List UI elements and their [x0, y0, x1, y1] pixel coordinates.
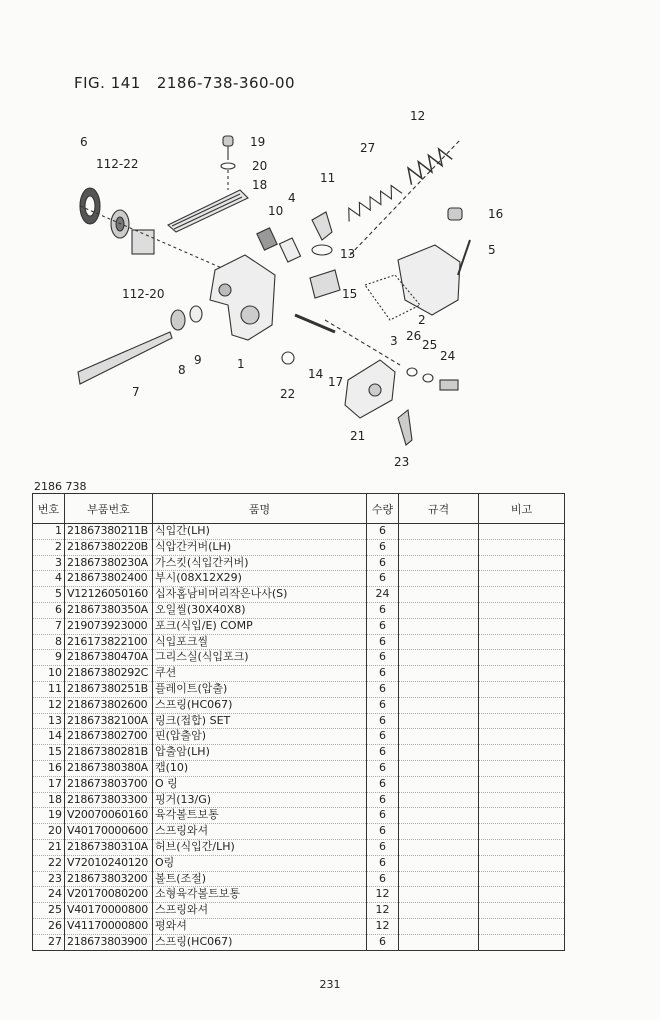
cell-part-no: V12126050160 — [65, 587, 153, 603]
cell-no: 11 — [33, 681, 65, 697]
cell-spec — [399, 792, 479, 808]
cap-part — [448, 208, 462, 220]
cell-qty: 6 — [367, 666, 399, 682]
link-part — [312, 245, 332, 255]
cell-no: 23 — [33, 871, 65, 887]
cell-name: 스프링(HC067) — [153, 697, 367, 713]
cell-spec — [399, 776, 479, 792]
cell-name: 소형육각볼트보통 — [153, 887, 367, 903]
table-row — [33, 729, 565, 745]
spring-washer-part — [423, 374, 433, 382]
cell-spec — [399, 618, 479, 634]
grease-seal-part — [190, 306, 202, 322]
bush-part — [279, 238, 300, 262]
cell-name: 스프링와셔 — [153, 824, 367, 840]
cell-part-no: V20170080200 — [65, 887, 153, 903]
screw-part — [458, 240, 470, 275]
cell-qty: 6 — [367, 681, 399, 697]
header-qty: 수량 — [367, 494, 399, 524]
cell-qty: 6 — [367, 855, 399, 871]
cell-qty: 6 — [367, 650, 399, 666]
cell-qty: 6 — [367, 760, 399, 776]
washer-part-2 — [407, 368, 417, 376]
cell-name: 캡(10) — [153, 760, 367, 776]
cell-name: 쿠션 — [153, 666, 367, 682]
cell-part-no: 216173822100 — [65, 634, 153, 650]
callout: 24 — [440, 349, 456, 363]
fork-part — [78, 332, 172, 384]
cell-no: 22 — [33, 855, 65, 871]
callout: 7 — [132, 385, 140, 399]
plate-part — [312, 212, 332, 240]
callout: 12 — [410, 109, 426, 123]
cell-name: 가스킷(식입간커버) — [153, 555, 367, 571]
cell-part-no: V41170000800 — [65, 918, 153, 934]
callout: 6 — [80, 135, 88, 149]
cell-part-no: 218673803900 — [65, 934, 153, 950]
pin-part — [295, 315, 335, 332]
cell-qty: 12 — [367, 887, 399, 903]
cell-remark — [479, 760, 565, 776]
callout: 17 — [328, 375, 344, 389]
cell-no: 7 — [33, 618, 65, 634]
cell-spec — [399, 650, 479, 666]
cell-part-no: 21867380470A — [65, 650, 153, 666]
parts-table-body — [33, 524, 565, 951]
cell-qty: 6 — [367, 839, 399, 855]
cell-spec — [399, 555, 479, 571]
cell-remark — [479, 539, 565, 555]
o-ring-part — [282, 352, 294, 364]
cell-part-no: 218673802400 — [65, 571, 153, 587]
cell-spec — [399, 903, 479, 919]
parts-table — [32, 493, 565, 951]
cell-part-no: V40170000600 — [65, 824, 153, 840]
cell-spec — [399, 745, 479, 761]
header-remark: 비고 — [479, 494, 565, 524]
cell-name: 스프링(HC067) — [153, 934, 367, 950]
cell-spec — [399, 681, 479, 697]
cell-name: 핑거(13/G) — [153, 792, 367, 808]
cell-part-no: V20070060160 — [65, 808, 153, 824]
cell-name: 십자홈남비머리작은나사(S) — [153, 587, 367, 603]
cell-name: 식입간(LH) — [153, 524, 367, 540]
cell-no: 2 — [33, 539, 65, 555]
cell-spec — [399, 729, 479, 745]
cell-part-no: 218673803300 — [65, 792, 153, 808]
series-label: 2186 738 — [34, 480, 87, 493]
callout: 27 — [360, 141, 376, 155]
cell-no: 16 — [33, 760, 65, 776]
cell-no: 26 — [33, 918, 65, 934]
cell-name: 압출암(LH) — [153, 745, 367, 761]
header-no: 번호 — [33, 494, 65, 524]
callout: 112-20 — [122, 287, 165, 301]
cell-qty: 6 — [367, 934, 399, 950]
table-row — [33, 824, 565, 840]
cell-part-no: 21867380310A — [65, 839, 153, 855]
cell-part-no: 21867382100A — [65, 713, 153, 729]
cell-remark — [479, 792, 565, 808]
cell-spec — [399, 634, 479, 650]
table-row — [33, 571, 565, 587]
table-row — [33, 792, 565, 808]
cell-no: 19 — [33, 808, 65, 824]
cell-no: 18 — [33, 792, 65, 808]
cell-no: 12 — [33, 697, 65, 713]
cell-qty: 6 — [367, 745, 399, 761]
cell-name: 링크(접합) SET — [153, 713, 367, 729]
cover-part — [398, 245, 460, 315]
cell-name: 스프링와셔 — [153, 903, 367, 919]
callout: 23 — [394, 455, 410, 469]
cell-spec — [399, 808, 479, 824]
table-header-row — [33, 494, 565, 524]
cell-spec — [399, 839, 479, 855]
cell-qty: 12 — [367, 903, 399, 919]
cell-remark — [479, 555, 565, 571]
cell-remark — [479, 587, 565, 603]
cell-name: 육각볼트보통 — [153, 808, 367, 824]
cell-no: 4 — [33, 571, 65, 587]
housing-part — [210, 255, 275, 340]
cell-remark — [479, 666, 565, 682]
cell-name: 핀(압출암) — [153, 729, 367, 745]
callout: 21 — [350, 429, 366, 443]
cell-no: 6 — [33, 602, 65, 618]
cell-no: 21 — [33, 839, 65, 855]
table-row — [33, 871, 565, 887]
cell-qty: 6 — [367, 713, 399, 729]
callout: 25 — [422, 338, 438, 352]
cell-part-no: 21867380380A — [65, 760, 153, 776]
cell-spec — [399, 887, 479, 903]
cell-remark — [479, 602, 565, 618]
cell-remark — [479, 681, 565, 697]
cell-part-no: V40170000800 — [65, 903, 153, 919]
cell-spec — [399, 871, 479, 887]
cell-part-no: 21867380281B — [65, 745, 153, 761]
table-row — [33, 760, 565, 776]
callout: 13 — [340, 247, 356, 261]
cell-qty: 6 — [367, 539, 399, 555]
table-row — [33, 808, 565, 824]
cell-no: 3 — [33, 555, 65, 571]
cell-part-no: 21867380220B — [65, 539, 153, 555]
table-row — [33, 713, 565, 729]
cell-part-no: 218673802600 — [65, 697, 153, 713]
cell-part-no: 21867380350A — [65, 602, 153, 618]
callout: 15 — [342, 287, 358, 301]
spring-part-large — [403, 146, 452, 185]
callout: 20 — [252, 159, 268, 173]
table-row — [33, 855, 565, 871]
exploded-parts-diagram — [60, 100, 540, 480]
cell-part-no: V72010240120 — [65, 855, 153, 871]
callout: 3 — [390, 334, 398, 348]
cell-qty: 6 — [367, 729, 399, 745]
callout: 4 — [288, 191, 296, 205]
cell-name: 볼트(조절) — [153, 871, 367, 887]
table-row — [33, 934, 565, 950]
spring-part — [343, 183, 402, 222]
table-row — [33, 650, 565, 666]
cell-spec — [399, 855, 479, 871]
cell-no: 15 — [33, 745, 65, 761]
cell-name: 식입포크씰 — [153, 634, 367, 650]
cell-no: 5 — [33, 587, 65, 603]
cell-no: 10 — [33, 666, 65, 682]
cell-remark — [479, 571, 565, 587]
page-number: 231 — [319, 978, 341, 991]
cell-qty: 6 — [367, 634, 399, 650]
table-row — [33, 602, 565, 618]
cell-spec — [399, 602, 479, 618]
bolt-part — [223, 136, 233, 146]
cell-spec — [399, 713, 479, 729]
table-row — [33, 745, 565, 761]
cell-no: 9 — [33, 650, 65, 666]
cell-spec — [399, 571, 479, 587]
cell-qty: 6 — [367, 602, 399, 618]
arm-part — [310, 270, 340, 298]
cell-no: 17 — [33, 776, 65, 792]
cell-name: 포크(식입/E) COMP — [153, 618, 367, 634]
callout: 5 — [488, 243, 496, 257]
cell-remark — [479, 713, 565, 729]
cell-name: 식압간커버(LH) — [153, 539, 367, 555]
table-row — [33, 697, 565, 713]
cell-qty: 6 — [367, 571, 399, 587]
header-spec: 규격 — [399, 494, 479, 524]
cell-no: 14 — [33, 729, 65, 745]
cell-no: 25 — [33, 903, 65, 919]
cell-qty: 6 — [367, 871, 399, 887]
cell-name: 평와셔 — [153, 918, 367, 934]
callout: 1 — [237, 357, 245, 371]
callout: 19 — [250, 135, 266, 149]
callout: 14 — [308, 367, 324, 381]
cell-qty: 6 — [367, 808, 399, 824]
cell-no: 13 — [33, 713, 65, 729]
cell-remark — [479, 824, 565, 840]
cell-qty: 6 — [367, 792, 399, 808]
cell-no: 24 — [33, 887, 65, 903]
cell-part-no: 21867380292C — [65, 666, 153, 682]
table-row — [33, 839, 565, 855]
figure-title — [74, 74, 295, 92]
fork-seal-part — [171, 310, 185, 330]
cell-name: 허브(식입간/LH) — [153, 839, 367, 855]
cell-part-no: 21867380230A — [65, 555, 153, 571]
cell-qty: 6 — [367, 618, 399, 634]
cell-name: 부시(08X12X29) — [153, 571, 367, 587]
table-row — [33, 524, 565, 540]
cell-no: 1 — [33, 524, 65, 540]
cell-name: O링 — [153, 855, 367, 871]
cell-spec — [399, 824, 479, 840]
cell-no: 20 — [33, 824, 65, 840]
callout: 11 — [320, 171, 336, 185]
cell-name: O 링 — [153, 776, 367, 792]
table-row — [33, 918, 565, 934]
cushion-part — [257, 228, 277, 250]
callout: 16 — [488, 207, 504, 221]
cell-qty: 6 — [367, 824, 399, 840]
callout: 18 — [252, 178, 268, 192]
cell-remark — [479, 650, 565, 666]
cell-spec — [399, 539, 479, 555]
cell-no: 27 — [33, 934, 65, 950]
cell-remark — [479, 871, 565, 887]
cell-remark — [479, 839, 565, 855]
cell-qty: 6 — [367, 555, 399, 571]
cell-spec — [399, 760, 479, 776]
cell-qty: 12 — [367, 918, 399, 934]
table-row — [33, 887, 565, 903]
cell-spec — [399, 666, 479, 682]
cell-remark — [479, 776, 565, 792]
cell-remark — [479, 855, 565, 871]
cell-part-no: 218673803700 — [65, 776, 153, 792]
table-row — [33, 776, 565, 792]
table-row — [33, 666, 565, 682]
callout: 10 — [268, 204, 284, 218]
cell-part-no: 218673803200 — [65, 871, 153, 887]
table-row — [33, 539, 565, 555]
table-row — [33, 618, 565, 634]
callout: 2 — [418, 313, 426, 327]
cell-remark — [479, 618, 565, 634]
callout: 26 — [406, 329, 422, 343]
cell-remark — [479, 729, 565, 745]
cell-remark — [479, 524, 565, 540]
cell-remark — [479, 634, 565, 650]
cell-spec — [399, 934, 479, 950]
figure-label: FIG. 141 — [74, 74, 141, 92]
cell-part-no: 218673802700 — [65, 729, 153, 745]
cell-spec — [399, 918, 479, 934]
cell-remark — [479, 808, 565, 824]
cell-remark — [479, 697, 565, 713]
cell-remark — [479, 918, 565, 934]
table-row — [33, 634, 565, 650]
bolt-part-2 — [440, 380, 458, 390]
table-row — [33, 587, 565, 603]
cell-name: 플레이트(압출) — [153, 681, 367, 697]
washer-part — [221, 163, 235, 169]
cell-remark — [479, 887, 565, 903]
header-part-no: 부품번호 — [65, 494, 153, 524]
cell-name: 그리스실(식입포크) — [153, 650, 367, 666]
cell-part-no: 21867380251B — [65, 681, 153, 697]
figure-code: 2186-738-360-00 — [156, 74, 296, 92]
callout: 22 — [280, 387, 296, 401]
cell-name: 오일씰(30X40X8) — [153, 602, 367, 618]
cell-spec — [399, 524, 479, 540]
callout: 112-22 — [96, 157, 139, 171]
cell-qty: 6 — [367, 697, 399, 713]
adjust-bolt-part — [398, 410, 412, 445]
header-name: 품명 — [153, 494, 367, 524]
table-row — [33, 903, 565, 919]
cell-remark — [479, 934, 565, 950]
cell-remark — [479, 745, 565, 761]
cell-part-no: 219073923000 — [65, 618, 153, 634]
cell-part-no: 21867380211B — [65, 524, 153, 540]
cell-qty: 24 — [367, 587, 399, 603]
cell-qty: 6 — [367, 776, 399, 792]
callout: 8 — [178, 363, 186, 377]
cell-spec — [399, 697, 479, 713]
cell-qty: 6 — [367, 524, 399, 540]
cell-spec — [399, 587, 479, 603]
table-row — [33, 681, 565, 697]
cell-remark — [479, 903, 565, 919]
table-row — [33, 555, 565, 571]
cell-no: 8 — [33, 634, 65, 650]
callout: 9 — [194, 353, 202, 367]
